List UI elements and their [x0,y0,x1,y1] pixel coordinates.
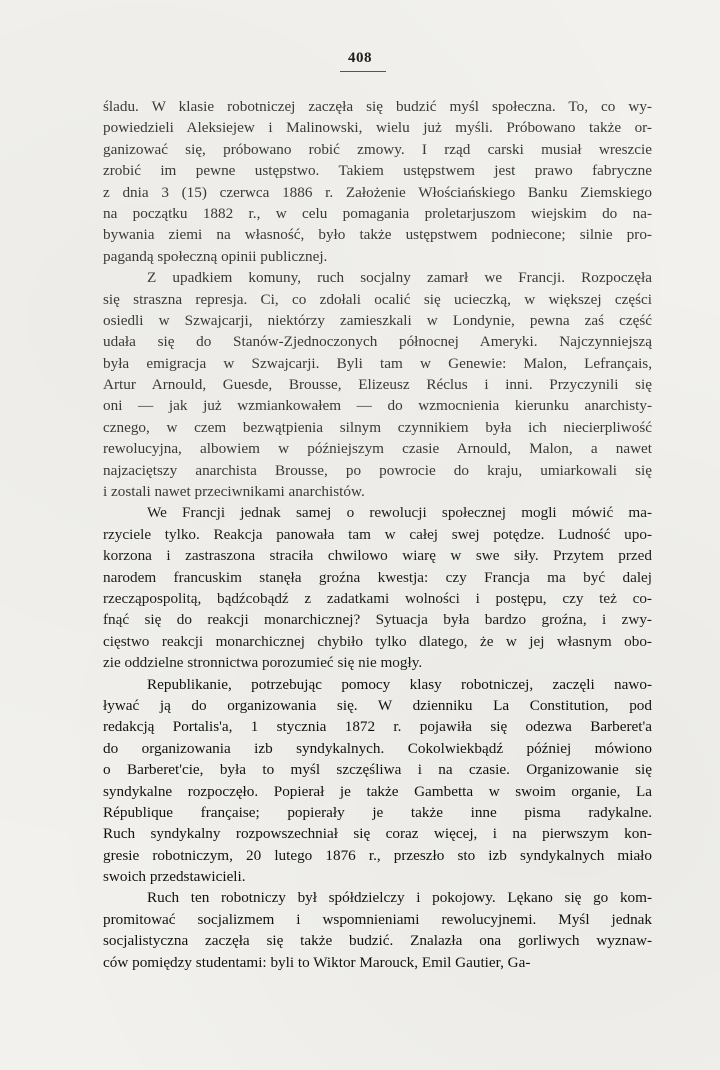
text-line: redakcją Portalis'a, 1 stycznia 1872 r. pojawiła się odezwa Barberet'a [103,718,652,736]
paragraph [103,96,652,267]
text-line: rzecząpospolitą, bądźcobądź z zadatkami wolności i postępu, czy też co- [103,589,652,607]
text-line: gresie robotniczym, 20 lutego 1876 r., przeszło sto izb syndykalnych miało [103,846,652,864]
text-line: ływać ją do organizowania się. W dzienniku La Constitution, pod [103,696,652,714]
paragraph [103,674,652,888]
paragraph [103,887,652,973]
text-line: o Barberet'cie, była to myśl szczęśliwa i na czasie. Organizowanie się [103,761,652,779]
text-line: rzyciele tylko. Reakcja panowała tam w całej swej potędze. Ludność upo- [103,525,652,543]
text-line: fnąć się do reakcji monarchicznej? Sytuacja była bardzo groźna, i zwy- [103,611,652,629]
text-line: do organizowania izb syndykalnych. Cokolwiekbądź później mówiono [103,739,652,757]
text-line: cznego, w czem bezwątpienia silnym czynnikiem była ich niecierpliwość [103,418,652,436]
text-line: Z upadkiem komuny, ruch socjalny zamarł we Francji. Rozpoczęła [147,269,652,287]
page-number-underline [340,71,386,72]
text-line: oni — jak już wzmiankowałem — do wzmocnienia kierunku anarchisty- [103,397,652,415]
text-line: najzaciętszy anarchista Brousse, po powrocie do kraju, umiarkowali się [103,461,652,479]
text-line: We Francji jednak samej o rewolucji społecznej mogli mówić ma- [147,504,652,522]
text-line: République française; popierały je także inne pisma radykalne. [103,803,652,821]
text-line: Republikanie, potrzebując pomocy klasy robotniczej, zaczęli nawo- [147,675,652,693]
text-line: bywania ziemi na własność, było także ustępstwem podniecone; silnie pro- [103,226,652,244]
text-line: i zostali nawet przeciwnikami anarchistów. [103,483,365,501]
text-line: narodem francuskim stanęła groźna kwestja: czy Francja ma być dalej [103,568,652,586]
text-line: na początku 1882 r., w celu pomagania proletarjuszom wiejskim do na- [103,204,652,222]
text-line: z dnia 3 (15) czerwca 1886 r. Założenie Włościańskiego Banku Ziemskiego [103,183,652,201]
text-line: pagandą społeczną opinii publicznej. [103,247,328,265]
text-line: Ruch syndykalny rozpowszechniał się coraz więcej, i na pierwszym kon- [103,825,652,843]
text-line: udała się do Stanów-Zjednoczonych północnej Ameryki. Najczynniejszą [103,333,652,351]
paragraph [103,267,652,502]
text-line: rewolucyjna, albowiem w późniejszym czasie Arnould, Malon, a nawet [103,440,652,458]
text-line: ganizować się, próbowano robić zmowy. I rząd carski musiał wreszcie [103,140,652,158]
text-line: Artur Arnould, Guesde, Brousse, Elizeusz Réclus i inni. Przyczynili się [103,376,652,394]
text-line: Ruch ten robotniczy był spółdzielczy i pokojowy. Lękano się go kom- [147,889,652,907]
text-line: się straszna represja. Ci, co zdołali ocalić się ucieczką, w większej części [103,290,652,308]
text-line: osiedli w Szwajcarji, niektórzy zamieszkali w Londynie, pewna zaś część [103,311,652,329]
text-line: zrobić im pewne ustępstwo. Takiem ustępstwem jest prawo fabryczne [103,162,652,180]
text-line: socjalistyczna zaczęła się także budzić. Znalazła ona gorliwych wyznaw- [103,932,652,950]
text-line: promitować socjalizmem i wspomnieniami rewolucyjnemi. Myśl jednak [103,910,652,928]
body-text [103,96,652,973]
text-line: ców pomiędzy studentami: byli to Wiktor Marouck, Emil Gautier, Ga- [103,953,531,971]
paragraph [103,502,652,673]
text-line: zie oddzielne stronnictwa porozumieć się nie mogły. [103,654,423,672]
text-line: śladu. W klasie robotniczej zaczęła się budzić myśl społeczna. To, co wy- [103,98,652,115]
page-number: 408 [348,50,372,66]
text-line: syndykalne rozpoczęło. Popierał je także Gambetta w swoim organie, La [103,782,652,800]
text-line: swoich przedstawicieli. [103,868,246,886]
text-line: była emigracja w Szwajcarji. Byli tam w Genewie: Malon, Lefrançais, [103,354,652,372]
text-line: powiedzieli Aleksiejew i Malinowski, wielu już myśli. Próbowano także or- [103,119,652,137]
text-line: cięstwo reakcji monarchicznej chybiło tylko dlatego, że w jej własnym obo- [103,632,652,650]
text-line: korzona i zastraszona straciła chwilowo wiarę w swe siły. Przytem przed [103,547,652,565]
